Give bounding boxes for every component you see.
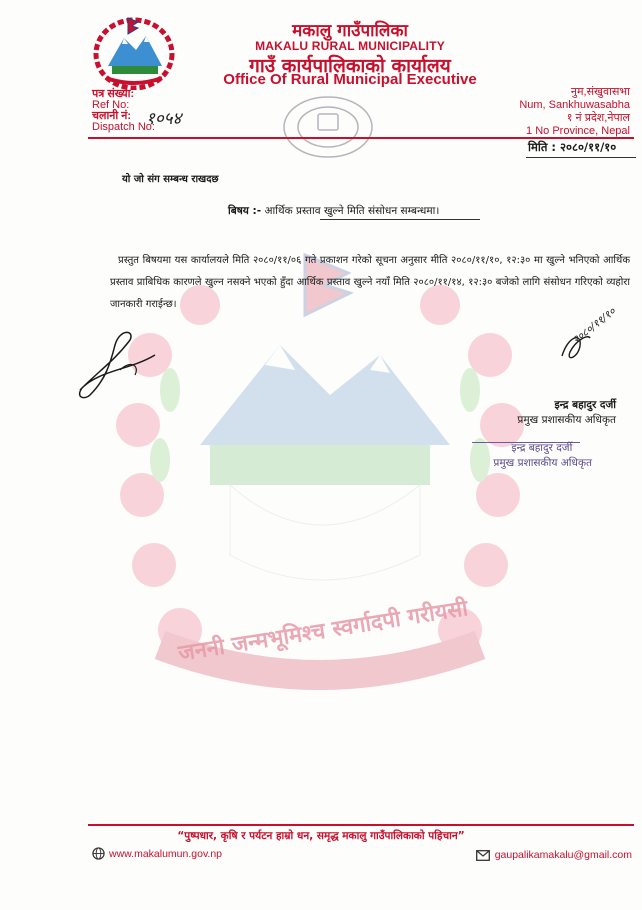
municipality-name-en: MAKALU RURAL MUNICIPALITY [255,39,445,53]
nepal-emblem-logo [92,14,176,90]
subject-text: आर्थिक प्रस्ताव खुल्ने मिति संसोधन सम्बन्धमा। [264,205,440,217]
handwritten-signature-left [60,310,170,410]
address-line-4: 1 No Province, Nepal [526,125,630,137]
recipient-line: यो जो संग सम्बन्ध राखदछ [122,174,219,185]
stamp-title: प्रमुख प्रशासकीय अधिकृत [493,457,592,469]
name-stamp [493,441,592,471]
watermark-motto: जननी जन्मभूमिश्च स्वर्गादपी गरीयसी [176,596,470,667]
signatory-block [517,398,616,428]
stamp-name: इन्द्र बहादुर दर्जी [511,442,573,454]
email-link[interactable]: gaupalikamakalu@gmail.com [494,849,632,861]
office-name-np: गाउँ कार्यपालिकाको कार्यालय [249,55,451,77]
subject-label: बिषय :- [228,205,262,217]
letter-date [528,140,616,155]
website-info [92,847,222,860]
dispatch-no-label: Dispatch No: [92,121,155,133]
municipality-name-np: मकालु गाउँपालिका [292,21,408,41]
office-name-en: Office Of Rural Municipal Executive [223,71,477,88]
footer-divider [88,824,634,826]
ref-no-label: Ref No: [92,99,130,111]
letter-body: प्रस्तुत बिषयमा यस कार्यालयले मिति २०८०/११/०६ गते प्रकाशन गरेको सूचना अनुसार मीति २०८०/११/१०, १२:३० मा खुल्ने भनिएको आर्थिक प्रस्ताव प्राबिधिक कारणले खुल्न नसक्ने भएको हुँदा आर्थिक प्रस्ताव खुल्ने नयाँ मिति २०८०/११/१४, १२:३० बजेको लागि संसोधन गरिएको व्यहोरा जानकारी गराईन्छ। [110,255,630,310]
signature-date: २०८०/११/१० [570,305,619,347]
address-line-3: १ नं प्रदेश,नेपाल [566,112,630,124]
signatory-name: इन्द्र बहादुर दर्जी [554,399,616,411]
globe-icon [92,847,105,860]
subject-underline [320,219,480,220]
footer-slogan: “पुष्पधार, कृषि र पर्यटन हाम्रो धन, समृद्ध मकालु गाउँपालिकाको पहिचान” [177,830,465,842]
date-value: २०८०/११/१० [560,140,617,154]
office-stamp [278,92,378,162]
patra-sankhya-label: पत्र संख्या: [92,88,135,100]
signatory-title: प्रमुख प्रशासकीय अधिकृत [517,414,616,426]
address-line-1: नुम,संखुवासभा [570,86,630,98]
chalani-number: १०५४ [146,109,182,129]
website-link[interactable]: www.makalumun.gov.np [109,847,223,860]
mail-icon [476,850,490,861]
header-divider [88,137,634,139]
subject-line [228,204,439,218]
address-line-2: Num, Sankhuwasabha [519,99,630,111]
date-label: मिति : [528,140,556,154]
email-info [476,849,632,861]
date-underline [526,157,636,158]
chalani-label: चलानी नं: [92,110,132,122]
